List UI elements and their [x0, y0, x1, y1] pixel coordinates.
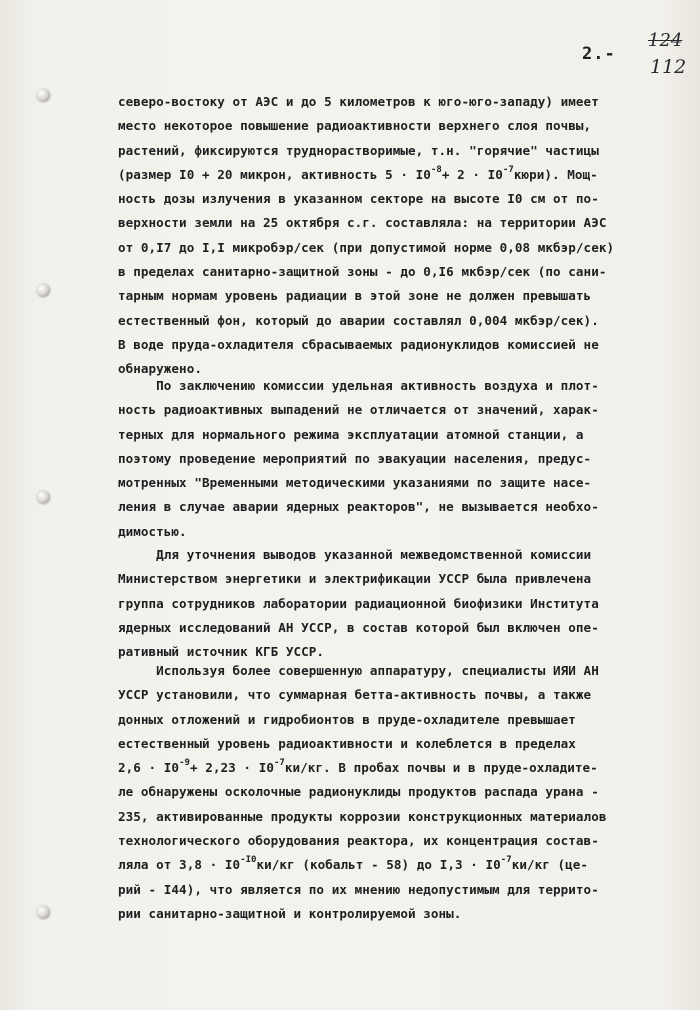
text-segment: технологического оборудования реактора, их концентрация состав- — [118, 833, 599, 849]
text-line — [118, 423, 688, 447]
text-line — [118, 333, 688, 357]
exponent: -7 — [500, 855, 512, 866]
text-segment: верхности земли на 25 октября с.г. составляла: на территории АЭС — [118, 215, 607, 231]
text-segment: группа сотрудников лаборатории радиационной биофизики Института — [118, 595, 599, 611]
text-line — [118, 284, 688, 308]
page-number: 2.- — [582, 44, 616, 64]
paragraph-1 — [118, 90, 688, 382]
text-line — [118, 211, 688, 235]
text-segment: ративный источник КГБ УССР. — [118, 644, 325, 660]
handwritten-page-number: 112 — [650, 56, 687, 78]
text-segment: ления в случае аварии ядерных реакторов", не вызывается необхо- — [118, 499, 599, 515]
text-segment: в пределах санитарно-защитной зоны - до 0,I6 мкбэр/сек (по сани- — [118, 264, 607, 280]
text-segment: ляла от 3,8 · I0 — [118, 857, 241, 873]
text-segment: поэтому проведение мероприятий по эвакуации населения, предус- — [118, 450, 592, 466]
text-line — [118, 756, 688, 780]
text-segment: рий - I44), что является по их мнению недопустимым для террито- — [118, 881, 599, 897]
punch-hole-4 — [36, 905, 49, 918]
text-segment: димостью. — [118, 523, 187, 539]
text-segment: 235, активированные продукты коррозии конструкционных материалов — [118, 808, 607, 824]
handwritten-crossed-number: 124 — [648, 30, 683, 51]
text-line — [118, 659, 688, 683]
text-segment: рии санитарно-защитной и контролируемой зоны. — [118, 905, 462, 921]
text-segment: УССР установили, что суммарная бетта-активность почвы, а также — [118, 687, 592, 703]
text-segment: 2,6 · I0 — [118, 760, 180, 776]
text-segment: донных отложений и гидробионтов в пруде-охладителе превышает — [118, 711, 576, 727]
text-line — [118, 683, 688, 707]
text-segment: естественный фон, который до аварии составлял 0,004 мкбэр/сек). — [118, 312, 599, 328]
text-segment: + 2 · I0 — [441, 166, 503, 182]
exponent: -8 — [430, 164, 442, 175]
text-segment: В воде пруда-охладителя сбрасываемых радионуклидов комиссией не — [118, 336, 599, 352]
text-line — [118, 309, 688, 333]
text-segment: ность радиоактивных выпадений не отличается от значений, харак- — [118, 402, 599, 418]
text-line — [118, 520, 688, 544]
text-segment: естественный уровень радиоактивности и колеблется в пределах — [118, 735, 576, 751]
text-segment: растений, фиксируются труднорастворимые, т.н. "горячие" частицы — [118, 142, 599, 158]
text-segment: Министерством энергетики и электрификации УССР была привлечена — [118, 571, 592, 587]
text-line — [118, 616, 688, 640]
text-segment: мотренных "Временными методическими указаниями по защите насе- — [118, 475, 592, 491]
text-segment: ле обнаружены осколочные радионуклиды продуктов распада урана - — [118, 784, 599, 800]
text-line — [118, 260, 688, 284]
text-line — [118, 902, 688, 926]
text-segment: ки/кг. В пробах почвы и в пруде-охладите- — [284, 760, 598, 776]
text-line — [118, 90, 688, 114]
exponent: -9 — [179, 758, 190, 769]
text-line — [118, 495, 688, 519]
text-segment: ядерных исследований АН УССР, в состав которой был включен опе- — [118, 619, 599, 635]
text-segment: Для уточнения выводов указанной межведомственной комиссии — [118, 547, 592, 562]
text-line — [118, 447, 688, 471]
text-line — [118, 471, 688, 495]
text-line — [118, 878, 688, 902]
exponent: -7 — [502, 164, 514, 175]
text-segment: кюри). Мощ- — [513, 166, 598, 182]
text-line — [118, 398, 688, 422]
paragraph-3 — [118, 543, 688, 664]
text-line — [118, 780, 688, 804]
text-line — [118, 187, 688, 211]
paragraph-2 — [118, 374, 688, 544]
text-segment: тарным нормам уровень радиации в этой зоне не должен превышать — [118, 288, 592, 304]
text-segment: + 2,23 · I0 — [190, 760, 274, 776]
text-line — [118, 829, 688, 853]
text-line — [118, 236, 688, 260]
text-line — [118, 374, 688, 398]
text-segment: место некоторое повышение радиоактивности верхнего слоя почвы, — [118, 118, 592, 134]
text-line — [118, 543, 688, 567]
text-segment: обнаружено. — [118, 361, 202, 377]
text-line — [118, 805, 688, 829]
text-segment: ки/кг (кобальт - 58) до I,3 · I0 — [256, 857, 501, 873]
punch-hole-1 — [36, 88, 49, 101]
text-line — [118, 853, 688, 877]
punch-hole-2 — [36, 283, 49, 296]
text-segment: ки/кг (це- — [511, 857, 589, 873]
exponent: -I0 — [240, 855, 257, 866]
text-line — [118, 732, 688, 756]
text-segment: (размер I0 + 20 микрон, активность 5 · I0 — [118, 166, 431, 182]
text-line — [118, 708, 688, 732]
text-line — [118, 114, 688, 138]
text-line — [118, 567, 688, 591]
text-segment: По заключению комиссии удельная активность воздуха и плот- — [118, 378, 599, 393]
text-segment: ность дозы излучения в указанном секторе на высоте I0 см от по- — [118, 191, 599, 207]
text-segment: северо-востоку от АЭС и до 5 километров к юго-юго-западу) имеет — [118, 94, 599, 109]
text-line — [118, 592, 688, 616]
paragraph-4 — [118, 659, 688, 926]
text-line — [118, 139, 688, 163]
punch-hole-3 — [36, 490, 49, 503]
text-line — [118, 163, 688, 187]
text-segment: терных для нормального режима эксплуатации атомной станции, а — [118, 426, 584, 442]
text-segment: от 0,I7 до I,I микробэр/сек (при допустимой норме 0,08 мкбэр/сек) — [118, 239, 615, 255]
exponent: -7 — [273, 758, 285, 769]
text-segment: Используя более совершенную аппаратуру, специалисты ИЯИ АН — [118, 663, 599, 678]
